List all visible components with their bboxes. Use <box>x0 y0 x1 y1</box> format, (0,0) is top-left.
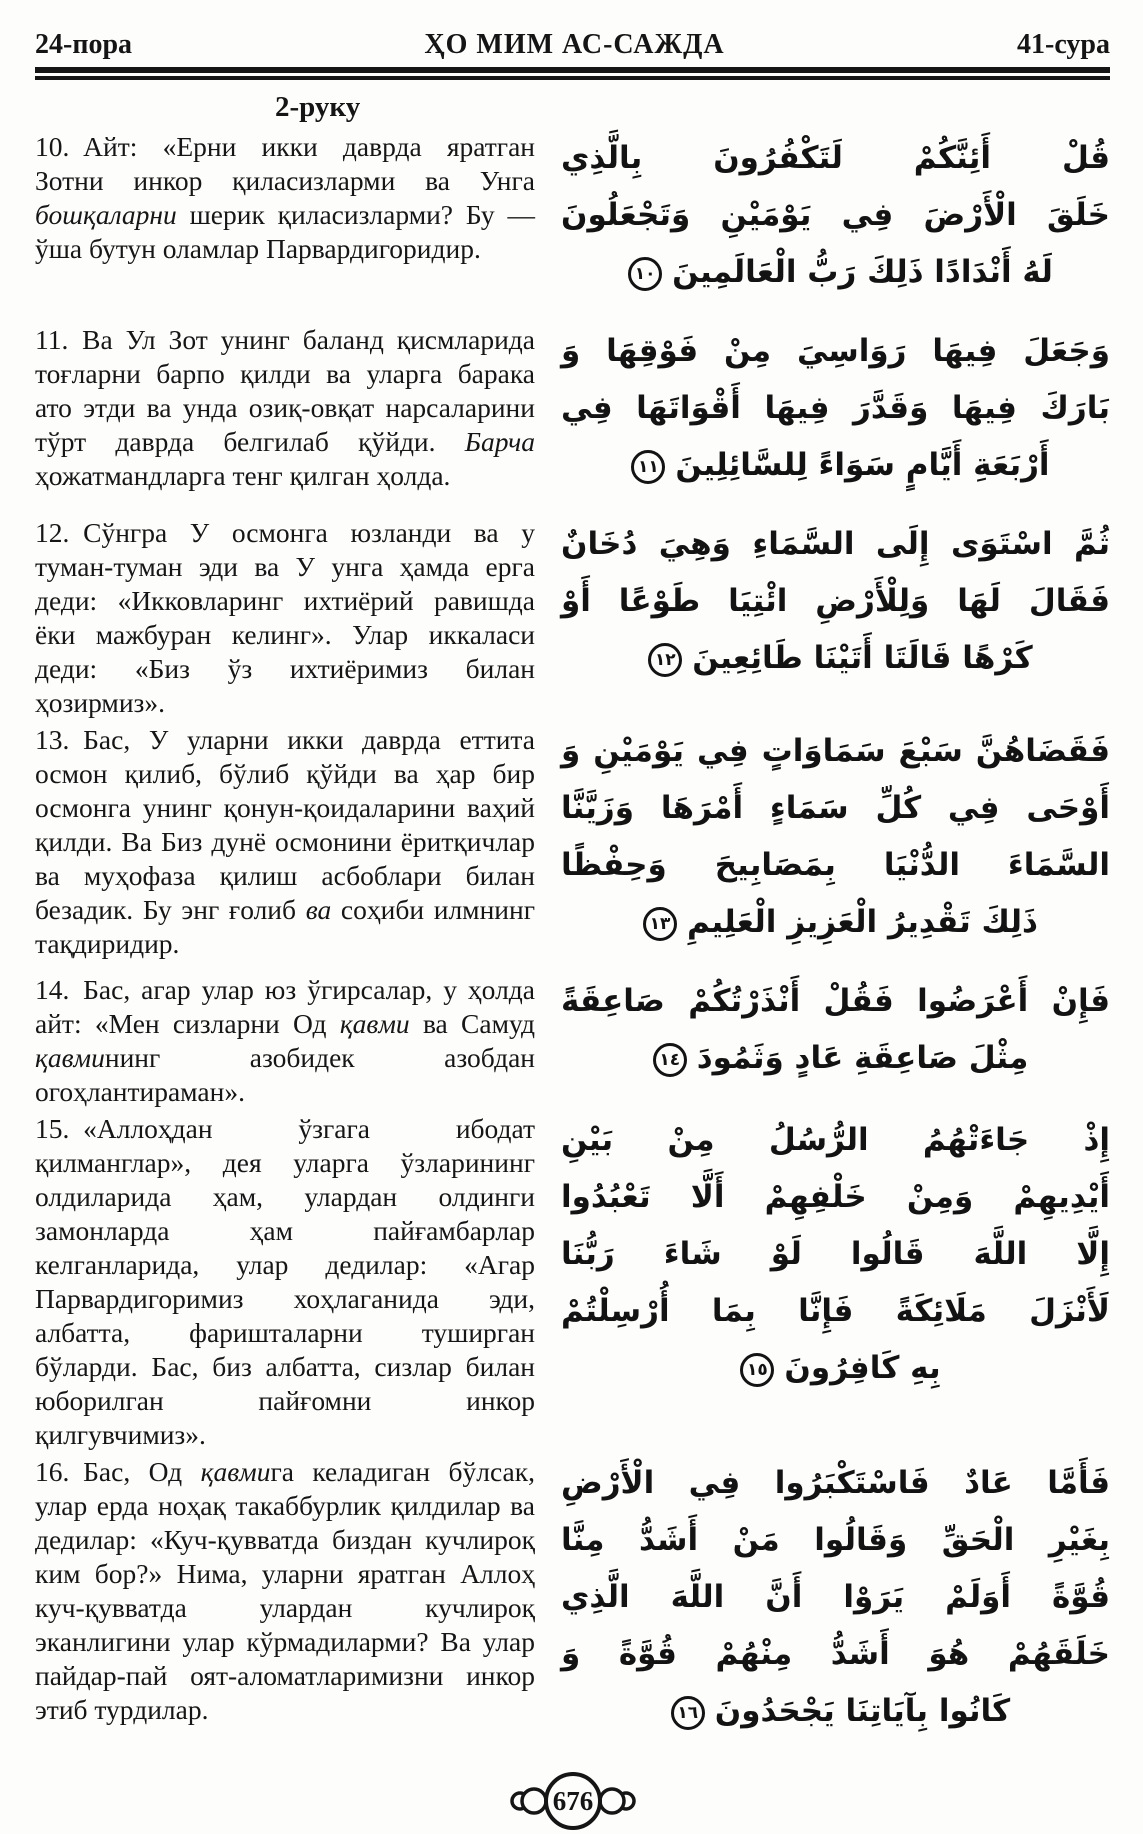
translation-text: нинг азобидек азобдан огоҳлантираман». <box>35 1042 535 1107</box>
verse-translation <box>35 323 535 513</box>
verse-translation <box>35 723 535 970</box>
translation-text: шерик қиласизларми? Бу — ўша бутун оламлар Парвардигоридир. <box>35 199 535 264</box>
translation-text: бошқаларни <box>35 199 177 230</box>
ayah-marker: ١٠ <box>628 257 662 291</box>
arabic-line: أَيْدِيهِمْ وَمِنْ خَلْفِهِمْ أَلَّا تَعْبُدُوا <box>561 1179 1110 1215</box>
header-rule-thin <box>35 76 1110 80</box>
ruku-heading: 2-руку <box>275 91 361 123</box>
arabic-line: ذَلِكَ تَقْدِيرُ الْعَزِيزِ الْعَلِيمِ١٣ <box>561 894 1110 951</box>
folio-wing-right-inner <box>600 1789 624 1813</box>
translation-text: Ва Ул Зот унинг баланд қисмларида тоғларни барпо қилди ва уларга барака ато этди ва унда озиқ-овқат нарсаларини тўрт даврда белгилаб қўйди. <box>35 324 535 457</box>
folio-ornament-svg <box>507 1768 639 1834</box>
arabic-line: قُلْ أَئِنَّكُمْ لَتَكْفُرُونَ بِالَّذِي <box>561 140 1110 176</box>
arabic-line: السَّمَاءَ الدُّنْيَا بِمَصَابِيحَ وَحِفْظًا <box>561 847 1110 883</box>
translation-text: Айт: «Ерни икки даврда яратган Зотни инкор қиласизларми ва Унга <box>35 131 535 196</box>
translation-text: соҳиби илмнинг тақдиридир. <box>35 894 536 959</box>
verse-translation <box>35 130 535 320</box>
page-number-ornament <box>35 1768 1110 1834</box>
arabic-line: خَلَقَ الْأَرْضَ فِي يَوْمَيْنِ وَتَجْعَلُونَ <box>561 197 1110 233</box>
arabic-line: أَرْبَعَةِ أَيَّامٍ سَوَاءً لِلسَّائِلِينَ١١ <box>561 437 1110 494</box>
header-juz-label: 24-пора <box>35 29 133 60</box>
translation-text: қавми <box>339 1008 410 1039</box>
verse-arabic <box>561 1112 1110 1455</box>
verse-number: 10. <box>35 131 84 162</box>
translation-text: қавми <box>35 1042 105 1073</box>
arabic-line: لَأَنْزَلَ مَلَائِكَةً فَإِنَّا بِمَا أُرْسِلْتُمْ <box>561 1293 1110 1329</box>
arabic-line: بَارَكَ فِيهَا وَقَدَّرَ فِيهَا أَقْوَاتَهَا فِي <box>561 390 1110 426</box>
verse-arabic <box>561 130 1110 323</box>
header-sura-title: ҲО МИМ АС-САЖДА <box>424 29 725 60</box>
verse-translation <box>35 1112 535 1452</box>
verse-arabic <box>561 323 1110 516</box>
translation-text: «Аллоҳдан ўзгага ибодат қилманглар», дея уларга ўзларининг олдиларида ҳам, улардан олдинги замонларда ҳам пайғамбарлар келганларида, улар дедилар: «Агар Парвардигоримиз хоҳлаганида эди, албатта, фаришталарни туширган бўларди. Бас, биз албатта, сизлар билан юборилган пайғомни инкор қилгувчимиз». <box>35 1113 535 1450</box>
arabic-line: كَانُوا بِآيَاتِنَا يَجْحَدُونَ١٦ <box>561 1683 1110 1740</box>
arabic-line: لَهُ أَنْدَادًا ذَلِكَ رَبُّ الْعَالَمِينَ١٠ <box>561 244 1110 301</box>
arabic-line: فَإِنْ أَعْرَضُوا فَقُلْ أَنْذَرْتُكُمْ صَاعِقَةً <box>561 983 1110 1019</box>
ayah-marker: ١٦ <box>671 1696 705 1730</box>
page-number: 676 <box>552 1786 593 1816</box>
verse-translation <box>35 516 535 720</box>
ayah-marker: ١٥ <box>740 1353 774 1387</box>
verse-arabic <box>561 1455 1110 1762</box>
verse-number: 11. <box>35 324 83 355</box>
arabic-line: أَوْحَى فِي كُلِّ سَمَاءٍ أَمْرَهَا وَزَيَّنَّا <box>561 790 1110 826</box>
translation-text: Бас, У уларни икки даврда еттита осмон қилиб, бўлиб қўйди ва ҳар бир осмонга унинг қонун-қоидаларини ваҳий қилди. Ва Биз дунё осмонини ёритқичлар ва муҳофаза қилиш асбоблари билан безадик. Бу энг ғолиб <box>35 724 535 925</box>
ayah-marker: ١٣ <box>643 907 677 941</box>
header-rule-thick <box>35 67 1110 73</box>
translation-text: ва Самуд <box>409 1008 535 1039</box>
translation-text: Барча <box>464 426 535 457</box>
verse-number: 13. <box>35 724 84 755</box>
arabic-line: بِهِ كَافِرُونَ١٥ <box>561 1340 1110 1397</box>
verses-grid <box>35 130 1110 1762</box>
arabic-line: إِلَّا اللَّهَ قَالُوا لَوْ شَاءَ رَبُّنَا <box>561 1236 1110 1272</box>
translation-text: қавми <box>200 1456 271 1487</box>
ayah-marker: ١٢ <box>648 643 682 677</box>
translation-text: Бас, агар улар юз ўгирсалар, у ҳолда айт: «Мен сизларни Од <box>35 974 535 1039</box>
arabic-line: كَرْهًا قَالَتَا أَتَيْنَا طَائِعِينَ١٢ <box>561 630 1110 687</box>
arabic-line: فَقَضَاهُنَّ سَبْعَ سَمَاوَاتٍ فِي يَوْمَيْنِ وَ <box>561 733 1110 769</box>
verse-arabic <box>561 973 1110 1112</box>
verse-translation <box>35 1455 535 1759</box>
arabic-line: فَأَمَّا عَادٌ فَاسْتَكْبَرُوا فِي الْأَرْضِ <box>561 1465 1110 1501</box>
verse-translation <box>35 973 535 1109</box>
translation-text: Бас, Од <box>83 1456 201 1487</box>
page-header <box>35 30 1110 60</box>
header-sura-number: 41-сура <box>1017 29 1110 60</box>
translation-text: га келадиган бўлсак, улар ерда ноҳақ такаббурлик қилдилар ва дедилар: «Куч-қувватда биздан кучлироқ ким бор?» Нима, уларни яратган Аллоҳ куч-қувватда улардан кучлироқ эканлигини улар кўрмадиларми? Ва улар пайдар-пай оят-аломатларимизни инкор этиб турдилар. <box>35 1456 535 1725</box>
verse-arabic <box>561 723 1110 973</box>
arabic-line: وَجَعَلَ فِيهَا رَوَاسِيَ مِنْ فَوْقِهَا وَ <box>561 333 1110 369</box>
ayah-marker: ١٤ <box>653 1043 687 1077</box>
arabic-line: خَلَقَهُمْ هُوَ أَشَدُّ مِنْهُمْ قُوَّةً وَ <box>561 1636 1110 1672</box>
verse-number: 16. <box>35 1456 84 1487</box>
arabic-line: مِثْلَ صَاعِقَةِ عَادٍ وَثَمُودَ١٤ <box>561 1030 1110 1087</box>
arabic-line: بِغَيْرِ الْحَقِّ وَقَالُوا مَنْ أَشَدُّ مِنَّا <box>561 1522 1110 1558</box>
arabic-line: إِذْ جَاءَتْهُمُ الرُّسُلُ مِنْ بَيْنِ <box>561 1122 1110 1158</box>
translation-text: ва <box>305 894 332 925</box>
translation-text: Сўнгра У осмонга юзланди ва у туман-туман эди ва У унга ҳамда ерга деди: «Икковларинг ихтиёрий равишда ёки мажбуран келинг». Улар иккаласи деди: «Биз ўз ихтиёримиз билан ҳозирмиз». <box>35 517 535 718</box>
verse-number: 15. <box>35 1113 84 1144</box>
verse-arabic <box>561 516 1110 723</box>
folio-wing-left-inner <box>522 1789 546 1813</box>
translation-text: ҳожатмандларга тенг қилган ҳолда. <box>35 460 451 491</box>
arabic-line: ثُمَّ اسْتَوَى إِلَى السَّمَاءِ وَهِيَ دُخَانٌ <box>561 526 1110 562</box>
verse-number: 14. <box>35 974 84 1005</box>
arabic-line: فَقَالَ لَهَا وَلِلْأَرْضِ ائْتِيَا طَوْعًا أَوْ <box>561 583 1110 619</box>
arabic-line: قُوَّةً أَوَلَمْ يَرَوْا أَنَّ اللَّهَ الَّذِي <box>561 1579 1110 1615</box>
ayah-marker: ١١ <box>631 450 665 484</box>
verse-number: 12. <box>35 517 84 548</box>
